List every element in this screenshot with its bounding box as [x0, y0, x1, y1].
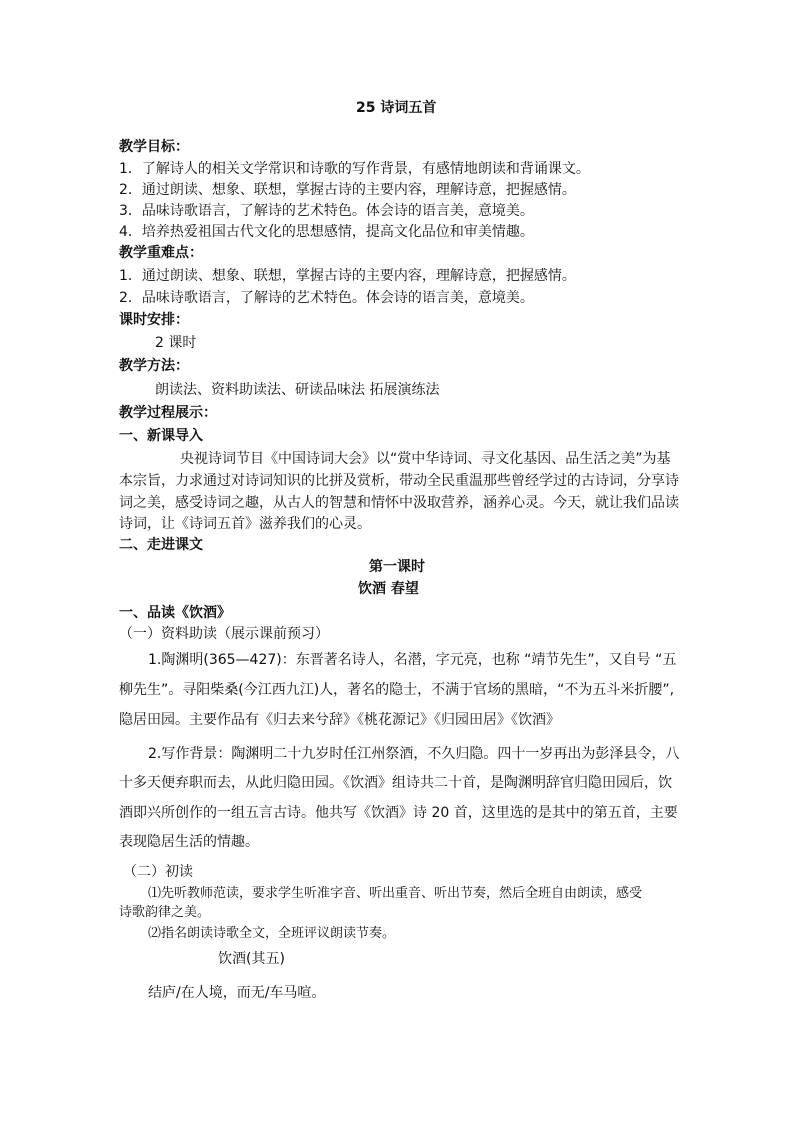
part1-heading: 一、新课导入	[119, 428, 203, 444]
intro-line: 诗词，让《诗词五首》滋养我们的心灵。	[119, 516, 371, 532]
page-title: 25 诗词五首	[356, 100, 437, 116]
reading-step: 诗歌韵律之美。	[119, 905, 211, 920]
lesson1-subheading: 饮酒 春望	[358, 581, 419, 597]
key-point-item: 2．品味诗歌语言，了解诗的艺术特色。体会诗的语言美，意境美。	[119, 290, 534, 306]
key-points-heading: 教学重难点：	[119, 245, 203, 261]
goal-item: 1．了解诗人的相关文学常识和诗歌的写作背景，有感情地朗读和背诵课文。	[119, 161, 590, 177]
goal-item: 2．通过朗读、想象、联想，掌握古诗的主要内容，理解诗意，把握感情。	[119, 182, 576, 198]
intro-line: 本宗旨，力求通过对诗词知识的比拼及赏析，带动全民重温那些曾经学过的古诗词，分享诗	[119, 473, 679, 489]
goals-heading: 教学目标：	[119, 139, 189, 155]
p2-line: 酒即兴所创作的一组五言古诗。他共写《饮酒》诗 20 首，这里选的是其中的第五首，主要	[119, 805, 678, 821]
p2-line: 2.写作背景：陶渊明二十九岁时任江州祭酒，不久归隐。四十一岁再出为彭泽县令，八	[148, 746, 680, 762]
lesson1-heading: 第一课时	[369, 559, 425, 575]
part2-heading: 二、走进课文	[119, 537, 203, 553]
intro-line: 词之美，感受诗词之趣，从古人的智慧和情怀中汲取营养，涵养心灵。今天，就让我们品读	[119, 495, 679, 511]
intro-line: 央视诗词节目《中国诗词大会》以“赏中华诗词、寻文化基因、品生活之美”为基	[180, 451, 671, 467]
poem-title: 饮酒(其五)	[218, 951, 285, 967]
p1-line: 1.陶渊明(365—427)：东晋著名诗人，名潜，字元亮，也称 “靖节先生”，又自号 “五	[148, 652, 677, 668]
methods-heading: 教学方法：	[119, 358, 189, 374]
reading-step: ⑴先听教师范读，要求学生听准字音、听出重音、听出节奏，然后全班自由朗读，感受	[148, 886, 643, 901]
schedule-text: 2 课时	[155, 335, 197, 351]
section-heading-yinjiu: 一、品读《饮酒》	[119, 605, 231, 621]
p1-line: 隐居田园。主要作品有《归去来兮辞》《桃花源记》《归园田居》《饮酒》	[119, 712, 560, 728]
process-heading: 教学过程展示：	[119, 405, 217, 421]
p2-line: 十多天便弃职而去，从此归隐田园。《饮酒》组诗共二十首，是陶渊明辞官归隐田园后，饮	[119, 775, 672, 791]
methods-text: 朗读法、资料助读法、研读品味法 拓展演练法	[155, 382, 440, 398]
p2-line: 表现隐居生活的情趣。	[119, 834, 259, 850]
reading-step: ⑵指名朗读诗歌全文，全班评议朗读节奏。	[148, 926, 396, 941]
sub2-heading: （二）初读	[123, 864, 193, 880]
poem-line: 结庐/在人境，而无/车马喧。	[148, 985, 326, 1001]
schedule-heading: 课时安排：	[119, 312, 189, 328]
goal-item: 4．培养热爱祖国古代文化的思想感情，提高文化品位和审美情趣。	[119, 224, 534, 240]
sub1-heading: （一）资料助读（展示课前预习）	[119, 626, 329, 642]
goal-item: 3．品味诗歌语言，了解诗的艺术特色。体会诗的语言美，意境美。	[119, 203, 534, 219]
p1-line: 柳先生”。寻阳柴桑(今江西九江)人，著名的隐士，不满于官场的黑暗，“不为五斗米折腰”,	[119, 682, 675, 698]
key-point-item: 1．通过朗读、想象、联想，掌握古诗的主要内容，理解诗意，把握感情。	[119, 268, 576, 284]
